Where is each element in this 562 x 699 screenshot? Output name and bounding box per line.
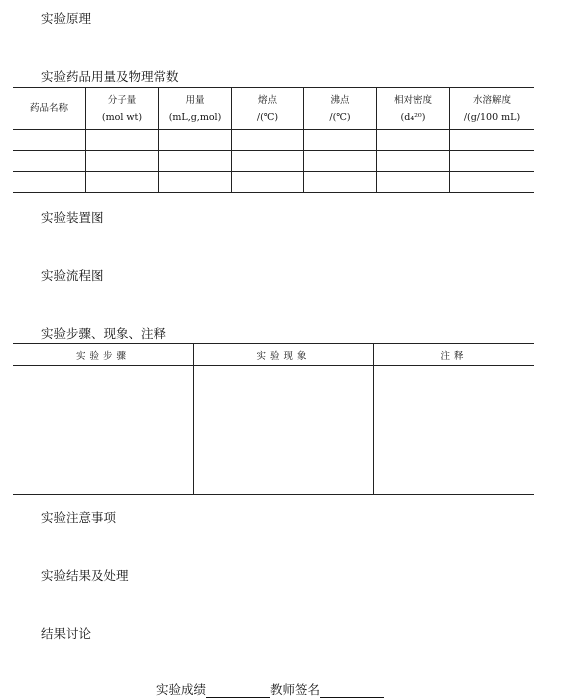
heading-precautions: 实验注意事项: [41, 510, 117, 525]
heading-flow: 实验流程图: [41, 268, 104, 283]
table-row: [13, 130, 534, 151]
table-cell[interactable]: [450, 172, 535, 193]
heading-apparatus: 实验装置图: [41, 210, 104, 225]
table-cell[interactable]: [86, 130, 159, 151]
table-cell[interactable]: [13, 172, 86, 193]
header-molecular-weight: 分子量 (mol wt): [86, 88, 159, 130]
table-cell[interactable]: [232, 172, 304, 193]
table-cell[interactable]: [232, 151, 304, 172]
table-cell[interactable]: [13, 151, 86, 172]
table-cell[interactable]: [304, 130, 377, 151]
header-steps: 实验步骤: [13, 344, 194, 366]
signature-line: [156, 680, 384, 698]
heading-steps: 实验步骤、现象、注释: [41, 326, 167, 341]
table-cell[interactable]: [304, 172, 377, 193]
header-amount: 用量 (mL,g,mol): [159, 88, 232, 130]
steps-cell[interactable]: [13, 366, 194, 495]
table-cell[interactable]: [86, 151, 159, 172]
table-cell[interactable]: [159, 172, 232, 193]
heading-results: 实验结果及处理: [41, 568, 129, 583]
header-relative-density: 相对密度 (d₄²⁰): [377, 88, 450, 130]
header-phenomena: 实验现象: [194, 344, 374, 366]
grade-blank[interactable]: [206, 683, 270, 698]
heading-discussion: 结果讨论: [41, 626, 92, 641]
table-cell[interactable]: [450, 151, 535, 172]
steps-table: [13, 343, 534, 495]
table-cell[interactable]: [159, 151, 232, 172]
header-boiling-point: 沸点 /(℃): [304, 88, 377, 130]
steps-header-row: [13, 344, 534, 366]
phenomena-cell[interactable]: [194, 366, 374, 495]
table-cell[interactable]: [377, 172, 450, 193]
steps-body-row: [13, 366, 534, 495]
header-water-solubility: 水溶解度 /(g/100 mL): [450, 88, 535, 130]
table-row: [13, 172, 534, 193]
header-notes: 注释: [374, 344, 535, 366]
table-cell[interactable]: [377, 130, 450, 151]
table-header-row: [13, 88, 534, 130]
table-cell[interactable]: [86, 172, 159, 193]
notes-cell[interactable]: [374, 366, 535, 495]
table-row: [13, 151, 534, 172]
heading-principle: 实验原理: [41, 11, 92, 26]
table-cell[interactable]: [450, 130, 535, 151]
signature-label: 教师签名: [270, 682, 321, 697]
grade-label: 实验成绩: [156, 682, 207, 697]
header-melting-point: 熔点 /(℃): [232, 88, 304, 130]
table-cell[interactable]: [159, 130, 232, 151]
signature-blank[interactable]: [320, 683, 384, 698]
header-name: 药品名称: [13, 88, 86, 130]
heading-reagents: 实验药品用量及物理常数: [41, 69, 179, 84]
table-cell[interactable]: [232, 130, 304, 151]
table-cell[interactable]: [377, 151, 450, 172]
table-cell[interactable]: [13, 130, 86, 151]
reagent-properties-table: [13, 87, 534, 193]
table-cell[interactable]: [304, 151, 377, 172]
